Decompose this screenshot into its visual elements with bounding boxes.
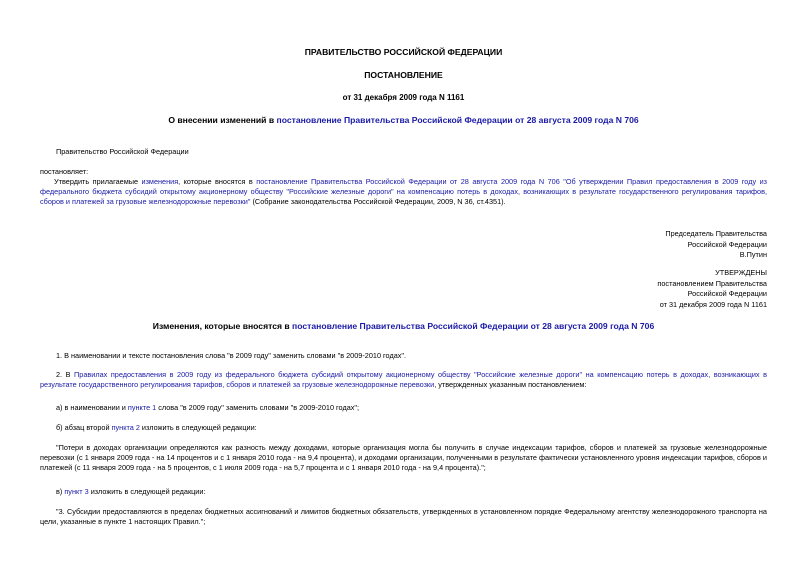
item-2-post: , утвержденных указанным постановлением: <box>434 380 587 389</box>
approved-line-4: от 31 декабря 2009 года N 1161 <box>659 299 767 309</box>
approved-line-3: Российской Федерации <box>687 289 767 298</box>
intro-approve-paragraph <box>40 177 767 207</box>
quote-2: "3. Субсидии предоставляются в пределах бюджетных ассигнований и лимитов бюджетных обязательств, утвержденных в установленном порядке Федеральному агентству железнодорожного транспорта на цели, указанные в пункте 1 настоящих Правил."; <box>40 507 767 526</box>
item-b-post: изложить в следующей редакции: <box>139 423 257 432</box>
signature-line-2: Российской Федерации <box>687 239 767 249</box>
item-v-pre: в) <box>56 487 65 496</box>
document-date: от 31 декабря 2009 года N 1161 <box>342 93 465 102</box>
approve-text-mid: , которые вносятся в <box>178 177 257 186</box>
document-title <box>0 115 807 125</box>
intro-government: Правительство Российской Федерации <box>56 147 189 156</box>
signature-line-1: Председатель Правительства <box>665 229 767 238</box>
approved-line-2: постановлением Правительства <box>657 278 767 288</box>
item-a-link[interactable]: пункте 1 <box>127 403 157 412</box>
item-v <box>56 487 783 497</box>
intro-decides: постановляет: <box>40 167 89 176</box>
item-2-rules-link[interactable]: Правилах предоставления в 2009 году из федерального бюджета субсидий открытому акционерному обществу "Российские железные дороги" на компенсацию потерь в доходах, возникающих в результате государственного регулирования тарифов, сборов и платежей за грузовые железнодорожные перевозки <box>40 370 767 389</box>
signature-block <box>665 229 767 261</box>
approved-line-1: УТВЕРЖДЕНЫ <box>715 268 767 277</box>
document-type: ПОСТАНОВЛЕНИЕ <box>364 70 443 80</box>
approve-text-pre: Утвердить прилагаемые <box>54 177 142 186</box>
title-link[interactable]: постановление Правительства Российской Федерации от 28 августа 2009 года N 706 <box>276 115 639 125</box>
item-b <box>56 423 783 433</box>
item-a-pre: а) в наименовании и <box>56 403 128 412</box>
item-1: 1. В наименовании и тексте постановления слова "в 2009 году" заменить словами "в 2009-2010 годах". <box>56 351 407 360</box>
item-2 <box>40 370 767 390</box>
item-a <box>56 403 783 413</box>
item-2-pre: 2. В <box>56 370 75 379</box>
approve-link-resolution[interactable]: постановление Правительства Российской Федерации от 28 августа 2009 года N 706 "Об утверждении Правил предоставления в 2009 году из федерального бюджета субсидий открытому акционерному обществу "Российские железные дороги" на компенсацию потерь в доходах, возникающих в результате государственного регулирования тарифов, сборов и платежей за грузовые железнодорожные перевозки" <box>40 177 767 206</box>
approve-text-post: (Собрание законодательства Российской Федерации, 2009, N 36, ст.4351). <box>250 197 506 206</box>
approved-block <box>657 268 767 310</box>
changes-title <box>0 321 807 331</box>
item-a-post: слова "в 2009 году" заменить словами "в 2009-2010 годах"; <box>156 403 360 412</box>
item-b-link[interactable]: пункта 2 <box>111 423 140 432</box>
changes-title-link[interactable]: постановление Правительства Российской Федерации от 28 августа 2009 года N 706 <box>292 321 655 331</box>
approve-link-changes[interactable]: изменения <box>141 177 179 186</box>
title-prefix: О внесении изменений в <box>168 115 277 125</box>
signature-line-3: В.Путин <box>739 250 767 259</box>
item-v-post: изложить в следующей редакции: <box>88 487 206 496</box>
item-b-pre: б) абзац второй <box>56 423 112 432</box>
changes-title-prefix: Изменения, которые вносятся в <box>152 321 293 331</box>
quote-1: "Потери в доходах организации определяются как разность между доходами, которые организация могла бы получить в случае индексации тарифов, сборов и платежей за грузовые железнодорожные перевозки (с 1 января 2009 года - на 14 процентов и с 1 января 2010 года - на 9,4 процента), и доходами организации, полученными в результате фактически установленного уровня индексации тарифов, сборов и платежей (с 11 января 2009 года - на 5 процентов, с 1 июля 2009 года - на 5,7 процента и с 1 января 2010 года - на 9,4 процента)."; <box>40 443 767 472</box>
item-v-link[interactable]: пункт 3 <box>64 487 89 496</box>
government-heading: ПРАВИТЕЛЬСТВО РОССИЙСКОЙ ФЕДЕРАЦИИ <box>304 47 503 57</box>
